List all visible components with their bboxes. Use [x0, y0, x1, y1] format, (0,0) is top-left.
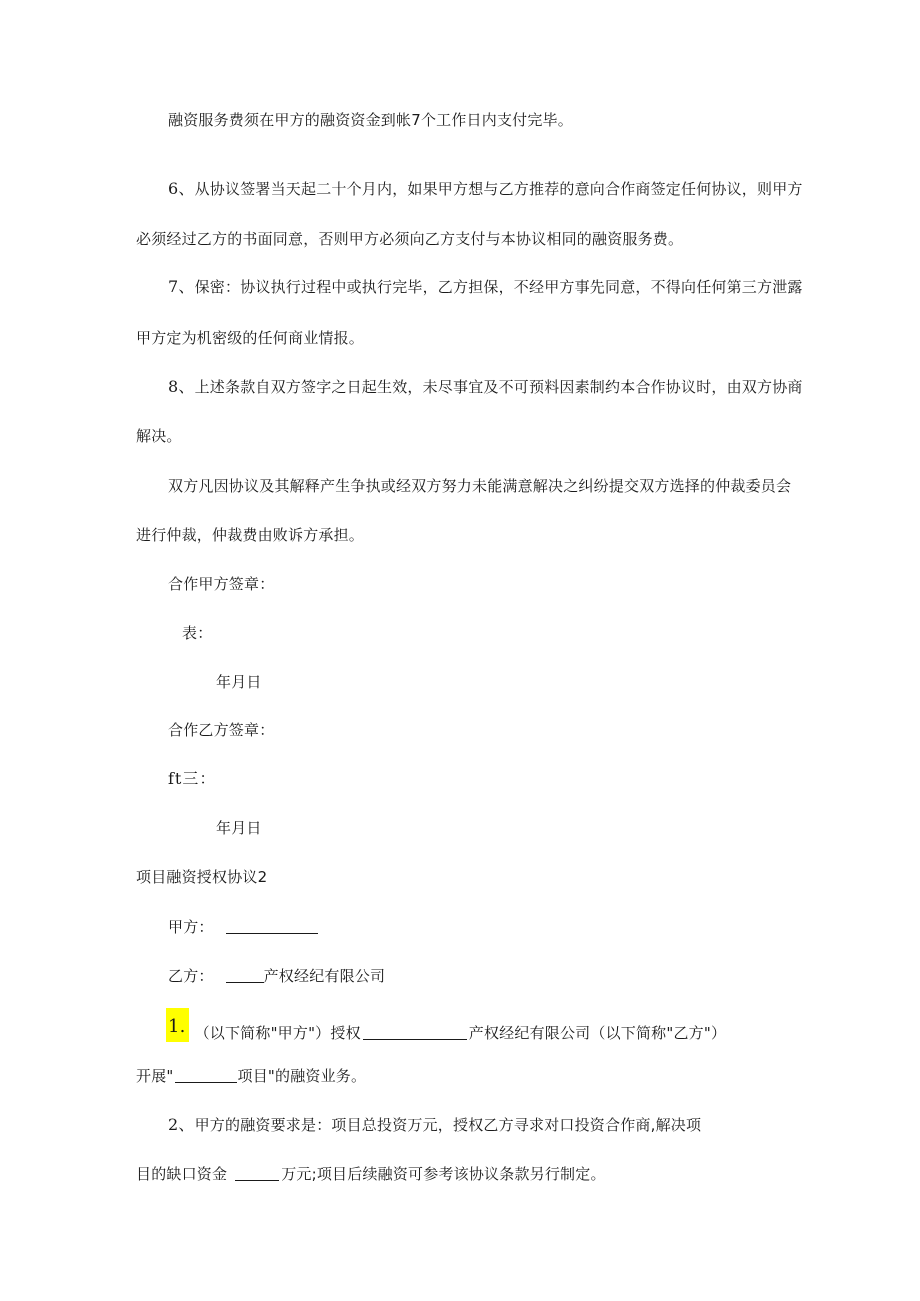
- party-b-signature-label: 合作乙方签章：: [168, 721, 275, 739]
- clause-2-number: 2、: [168, 1115, 195, 1134]
- paragraph-service-fee: 融资服务费须在甲方的融资资金到帐7个工作日内支付完毕。: [168, 111, 573, 129]
- party-b-field: 乙方： 产权经纪有限公司: [168, 967, 386, 985]
- clause-1-line-1: 1. （以下简称"甲方"）授权 产权经纪有限公司（以下简称"乙方"）: [166, 1014, 726, 1048]
- party-a-blank: [226, 917, 318, 934]
- clause-2-line-1: 2、甲方的融资要求是：项目总投资万元，授权乙方寻求对口投资合作商,解决项: [168, 1115, 702, 1134]
- party-b-representative-label: ft三：: [168, 769, 217, 788]
- clause-6-line-2: 必须经过乙方的书面同意，否则甲方必须向乙方支付与本协议相同的融资服务费。: [136, 230, 684, 248]
- clause-8-line-1: 8、上述条款自双方签字之日起生效，未尽事宜及不可预料因素制约本合作协议时，由双方协商: [168, 377, 803, 396]
- funding-gap-blank: [235, 1164, 279, 1181]
- party-b-date: 年月日: [216, 819, 262, 837]
- clause-6-line-1: 6、从协议签署当天起二十个月内，如果甲方想与乙方推荐的意向合作商签定任何协议，则甲方: [168, 179, 803, 198]
- project-name-blank: [175, 1066, 237, 1083]
- arbitration-line-2: 进行仲裁，仲裁费由败诉方承担。: [136, 526, 365, 544]
- clause-1-number-highlight: 1.: [166, 1008, 189, 1042]
- party-a-representative-label: 表：: [182, 624, 213, 642]
- clause-2-line-2: 目的缺口资金 万元;项目后续融资可参考该协议条款另行制定。: [136, 1165, 606, 1183]
- clause-7-line-2: 甲方定为机密级的任何商业情报。: [136, 329, 365, 347]
- party-a-field: 甲方：: [168, 916, 318, 938]
- party-a-signature-label: 合作甲方签章：: [168, 575, 275, 593]
- clause-6-number: 6、: [168, 179, 195, 198]
- clause-8-number: 8、: [168, 377, 195, 396]
- party-b-blank: [226, 966, 264, 983]
- party-a-date: 年月日: [216, 673, 262, 691]
- clause-7-number: 7、: [168, 277, 195, 296]
- arbitration-line-1: 双方凡因协议及其解释产生争执或经双方努力未能满意解决之纠纷提交双方选择的仲裁委员会: [168, 477, 792, 495]
- clause-8-line-2: 解决。: [136, 427, 182, 445]
- clause-7-line-1: 7、保密：协议执行过程中或执行完毕，乙方担保，不经甲方事先同意，不得向任何第三方泄露: [168, 277, 803, 296]
- grantee-blank: [363, 1023, 467, 1040]
- agreement-2-title: 项目融资授权协议2: [136, 868, 268, 886]
- clause-1-line-2: 开展" 项目"的融资业务。: [136, 1067, 367, 1085]
